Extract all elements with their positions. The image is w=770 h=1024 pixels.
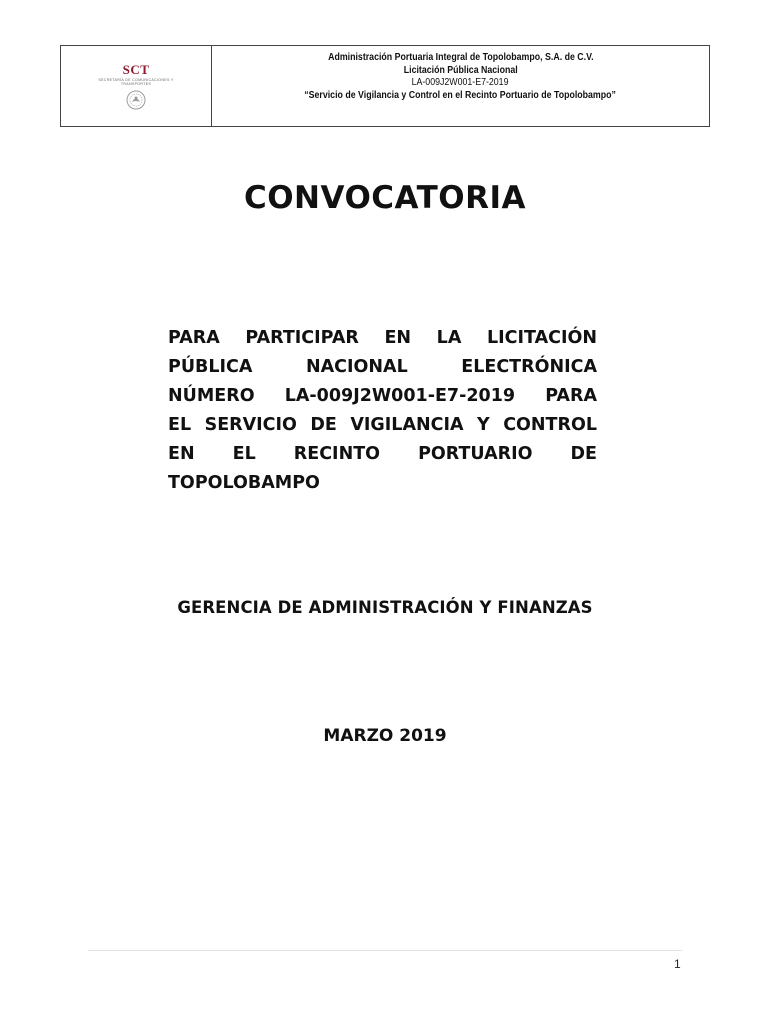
description-line: EL SERVICIO DE VIGILANCIA Y CONTROL bbox=[168, 415, 597, 435]
tender-type: Licitación Pública Nacional bbox=[403, 64, 518, 76]
header-table bbox=[60, 45, 710, 127]
service-title: “Servicio de Vigilancia y Control en el Recinto Portuario de Topolobampo” bbox=[304, 89, 617, 101]
sct-logo: SCT bbox=[122, 61, 150, 77]
coat-of-arms-icon bbox=[126, 90, 146, 110]
tender-description bbox=[168, 324, 597, 498]
document-date: MARZO 2019 bbox=[323, 726, 447, 746]
department-name: GERENCIA DE ADMINISTRACIÓN Y FINANZAS bbox=[177, 598, 593, 617]
page-number: 1 bbox=[674, 957, 681, 971]
description-line: TOPOLOBAMPO bbox=[168, 473, 320, 493]
footer-divider bbox=[88, 950, 682, 951]
tender-code: LA-009J2W001-E7-2019 bbox=[412, 77, 509, 88]
sct-logo-subtitle: SECRETARÍA DE COMUNICACIONES Y TRANSPORTES bbox=[98, 77, 174, 86]
page-title: CONVOCATORIA bbox=[243, 180, 527, 216]
description-line: EN EL RECINTO PORTUARIO DE bbox=[168, 444, 597, 464]
sct-logo-cell bbox=[61, 46, 212, 126]
description-line: PÚBLICA NACIONAL ELECTRÓNICA bbox=[168, 357, 597, 377]
organization-name: Administración Portuaria Integral de Topolobampo, S.A. de C.V. bbox=[327, 52, 594, 63]
description-line: PARA PARTICIPAR EN LA LICITACIÓN bbox=[168, 328, 597, 348]
description-line: NÚMERO LA-009J2W001-E7-2019 PARA bbox=[168, 386, 597, 406]
header-text-cell bbox=[212, 46, 709, 126]
